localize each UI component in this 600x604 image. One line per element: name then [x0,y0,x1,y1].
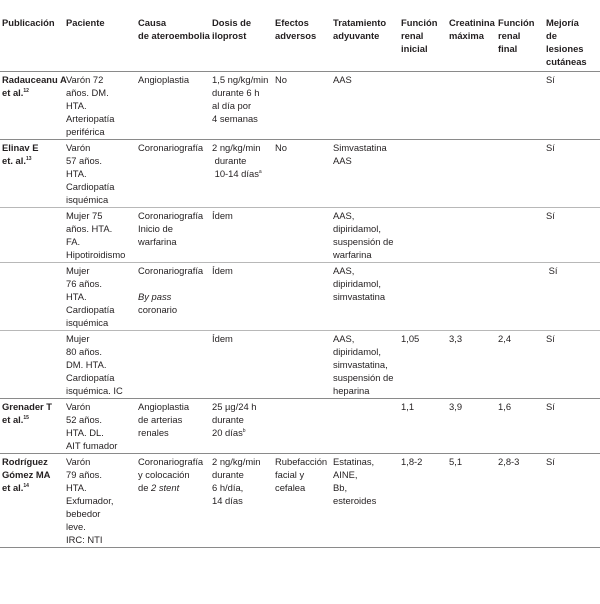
creatinina-cell [447,72,496,140]
dosis-cell: 2 ng/kg/min durante 6 h/día, 14 días [210,454,273,548]
dosis-cell: Ídem [210,263,273,331]
dosis-cell: 25 µg/24 h durante 20 días$^b$ [210,399,273,454]
fr-inicial-cell: 1,05 [399,331,447,399]
tratamiento-cell: AAS, dipiridamol, simvastatina [331,263,399,331]
table-row [0,140,600,208]
header-tratamiento: Tratamiento adyuvante [331,0,399,72]
tratamiento-cell [331,399,399,454]
fr-inicial-cell: 1,8-2 [399,454,447,548]
mejoria-cell: Sí [544,263,600,331]
mejoria-cell: Sí [544,331,600,399]
dosis-cell: 1,5 ng/kg/min durante 6 h al día por 4 semanas [210,72,273,140]
creatinina-cell [447,263,496,331]
fr-final-cell: 2,8-3 [496,454,544,548]
efectos-cell: Rubefacción facial y cefalea [273,454,331,548]
tratamiento-cell: AAS [331,72,399,140]
mejoria-cell: Sí [544,72,600,140]
publicacion-cell [0,208,64,263]
publicacion-cell: Radauceanu A et al.$^{12}$ [0,72,64,140]
header-publicacion: Publicación [0,0,64,72]
mejoria-cell: Sí [544,208,600,263]
fr-inicial-cell: 1,1 [399,399,447,454]
dosis-cell: Ídem [210,331,273,399]
efectos-cell [273,208,331,263]
paciente-cell: Varón 72 años. DM. HTA. Arteriopatía periférica [64,72,136,140]
header-fr-final: Función renal final [496,0,544,72]
paciente-cell: Mujer 76 años. HTA. Cardiopatía isquémica [64,263,136,331]
publicacion-cell: Grenader T et al.$^{15}$ [0,399,64,454]
efectos-cell: No [273,140,331,208]
table-row [0,454,600,548]
efectos-cell [273,263,331,331]
efectos-cell: No [273,72,331,140]
efectos-cell [273,399,331,454]
header-causa: Causa de ateroembolia [136,0,210,72]
table-row [0,263,600,331]
table-row [0,399,600,454]
header-efectos: Efectos adversos [273,0,331,72]
fr-final-cell [496,140,544,208]
mejoria-cell: Sí [544,140,600,208]
dosis-cell: 2 ng/kg/min durante 10-14 días$^a$ [210,140,273,208]
tratamiento-cell: AAS, dipiridamol, suspensión de warfarina [331,208,399,263]
creatinina-cell: 3,3 [447,331,496,399]
fr-inicial-cell [399,208,447,263]
table-row [0,331,600,399]
creatinina-cell [447,208,496,263]
causa-cell: Coronariografía [136,140,210,208]
causa-cell [136,331,210,399]
dosis-cell: Ídem [210,208,273,263]
table-row [0,72,600,140]
fr-inicial-cell [399,263,447,331]
fr-final-cell [496,72,544,140]
fr-final-cell: 2,4 [496,331,544,399]
header-dosis: Dosis de iloprost [210,0,273,72]
creatinina-cell: 5,1 [447,454,496,548]
publicacion-cell [0,263,64,331]
causa-cell: Angioplastia [136,72,210,140]
publicacion-cell: Elinav E et. al.$^{13}$ [0,140,64,208]
fr-inicial-cell [399,140,447,208]
paciente-cell: Varón 57 años. HTA. Cardiopatía isquémica [64,140,136,208]
causa-cell: Angioplastia de arterias renales [136,399,210,454]
publicacion-cell [0,331,64,399]
paciente-cell: Mujer 75 años. HTA. FA. Hipotiroidismo [64,208,136,263]
mejoria-cell: Sí [544,399,600,454]
tratamiento-cell: AAS, dipiridamol, simvastatina, suspensión de heparina [331,331,399,399]
creatinina-cell: 3,9 [447,399,496,454]
fr-final-cell: 1,6 [496,399,544,454]
creatinina-cell [447,140,496,208]
table-row [0,208,600,263]
header-row [0,0,600,72]
causa-cell: Coronariografía Inicio de warfarina [136,208,210,263]
paciente-cell: Varón 79 años. HTA. Exfumador, bebedor leve. IRC: NTI [64,454,136,548]
publicacion-cell: Rodríguez Gómez MA et al.$^{14}$ [0,454,64,548]
header-mejoria: Mejoría de lesiones cutáneas [544,0,600,72]
header-creatinina: Creatinina máxima [447,0,496,72]
header-fr-inicial: Función renal inicial [399,0,447,72]
causa-cell: Coronariografía By pass coronario [136,263,210,331]
mejoria-cell: Sí [544,454,600,548]
paciente-cell: Mujer 80 años. DM. HTA. Cardiopatía isquémica. IC [64,331,136,399]
fr-inicial-cell [399,72,447,140]
paciente-cell: Varón 52 años. HTA. DL. AIT fumador [64,399,136,454]
header-paciente: Paciente [64,0,136,72]
tratamiento-cell: Estatinas, AINE, Bb, esteroides [331,454,399,548]
tratamiento-cell: Simvastatina AAS [331,140,399,208]
fr-final-cell [496,208,544,263]
fr-final-cell [496,263,544,331]
efectos-cell [273,331,331,399]
causa-cell: Coronariografía y colocación de 2 stent [136,454,210,548]
